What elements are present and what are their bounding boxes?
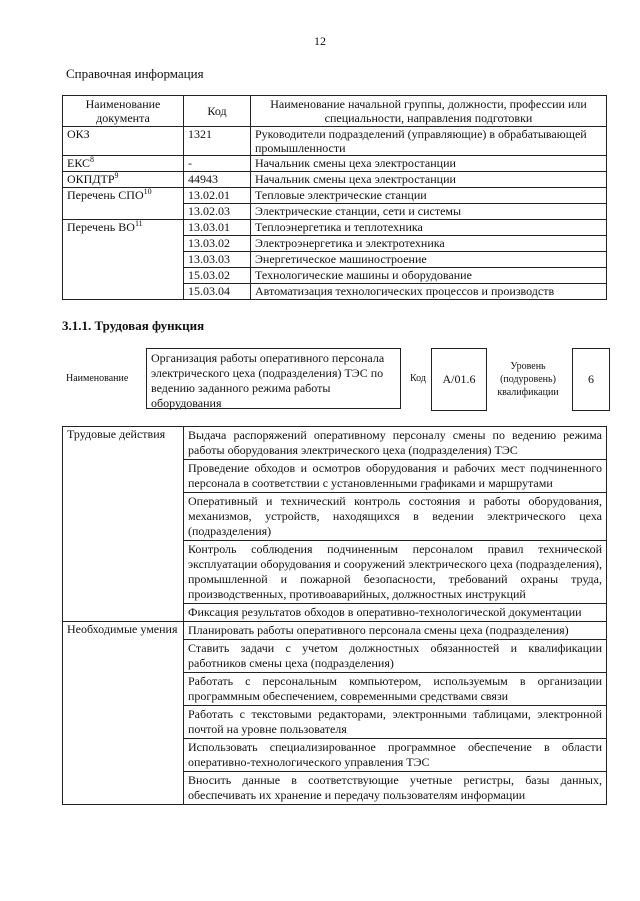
action-item: Оперативный и технический контроль состояния и работы оборудования, механизмов, устройств, находящихся в ведении электрического цеха (подразделения) <box>184 493 607 541</box>
labor-function-code-label: Код <box>410 373 426 384</box>
reference-document <box>63 188 184 220</box>
reference-title: Тепловые электрические станции <box>251 188 607 204</box>
skills-label: Необходимые умения <box>63 622 184 805</box>
footnote-marker: 9 <box>114 171 119 180</box>
reference-title: Энергетическое машиностроение <box>251 252 607 268</box>
reference-code: 15.03.04 <box>184 284 251 300</box>
page-number: 12 <box>314 34 326 48</box>
reference-document-label: ОКПДТР <box>67 172 115 186</box>
reference-document <box>63 127 184 156</box>
reference-document-label: ЕКС <box>67 156 91 170</box>
reference-document <box>63 172 184 188</box>
action-item: Вносить данные в соответствующие учетные регистры, базы данных, обеспечивать их хранение и передачу пользователям информации <box>184 772 607 805</box>
reference-code: 13.02.01 <box>184 188 251 204</box>
reference-title: Электроэнергетика и электротехника <box>251 236 607 252</box>
reference-code: 15.03.02 <box>184 268 251 284</box>
reference-title: Автоматизация технологических процессов и производств <box>251 284 607 300</box>
reference-code: 13.03.02 <box>184 236 251 252</box>
action-item: Фиксация результатов обходов в оперативно-технологической документации <box>184 604 607 622</box>
qualification-level: 6 <box>572 348 610 411</box>
action-item: Проведение обходов и осмотров оборудования и рабочих мест подчиненного персонала в соответствии с установленными графиками и маршрутами <box>184 460 607 493</box>
reference-title: Руководители подразделений (управляющие) в обрабатывающей промышленности <box>251 127 607 156</box>
reference-table <box>62 95 607 300</box>
actions-table <box>62 426 607 805</box>
reference-code: - <box>184 156 251 172</box>
labor-function-code: A/01.6 <box>431 348 487 411</box>
labor-function-name-label: Наименование <box>66 373 129 384</box>
footnote-marker: 8 <box>90 155 95 164</box>
action-item: Работать с персональным компьютером, используемым в организации программным обеспечением, современными средствами связи <box>184 673 607 706</box>
labor-actions-label: Трудовые действия <box>63 427 184 622</box>
action-item: Ставить задачи с учетом должностных обязанностей и квалификации работников смены цеха (подразделения) <box>184 640 607 673</box>
header-name: Наименование начальной группы, должности, профессии или специальности, направления подготовки <box>251 96 607 127</box>
reference-title: Начальник смены цеха электростанции <box>251 172 607 188</box>
reference-code: 13.02.03 <box>184 204 251 220</box>
reference-title: Технологические машины и оборудование <box>251 268 607 284</box>
reference-code: 13.03.01 <box>184 220 251 236</box>
header-document: Наименование документа <box>63 96 184 127</box>
footnote-marker: 10 <box>143 187 152 196</box>
reference-document <box>63 220 184 300</box>
reference-code: 13.03.03 <box>184 252 251 268</box>
footnote-marker: 11 <box>134 219 143 228</box>
action-row <box>63 427 607 460</box>
reference-row <box>63 156 607 172</box>
action-item: Выдача распоряжений оперативному персоналу смены по ведению режима работы оборудования электрического цеха (подразделения) ТЭС <box>184 427 607 460</box>
action-row <box>63 622 607 640</box>
labor-function-heading: 3.1.1. Трудовая функция <box>62 318 205 333</box>
reference-document-label: ОКЗ <box>67 127 90 141</box>
reference-title: Начальник смены цеха электростанции <box>251 156 607 172</box>
action-item: Планировать работы оперативного персонала смены цеха (подразделения) <box>184 622 607 640</box>
section-title: Справочная информация <box>66 66 204 81</box>
reference-code: 1321 <box>184 127 251 156</box>
header-code: Код <box>184 96 251 127</box>
action-item: Использовать специализированное программное обеспечение в области оперативно-технологического управления ТЭС <box>184 739 607 772</box>
reference-row <box>63 188 607 204</box>
action-item: Работать с текстовыми редакторами, электронными таблицами, электронной почтой на уровне пользователя <box>184 706 607 739</box>
reference-row <box>63 172 607 188</box>
reference-document <box>63 156 184 172</box>
labor-function-name: Организация работы оперативного персонала электрического цеха (подразделения) ТЭС по ведению заданного режима работы оборудования <box>146 348 401 409</box>
reference-table-header <box>63 96 607 127</box>
reference-row <box>63 220 607 236</box>
reference-document-label: Перечень СПО <box>67 188 144 202</box>
action-item: Контроль соблюдения подчиненным персоналом правил технической эксплуатации оборудования и сооружений электрического цеха (подразделения), промышленной и пожарной безопасности, требований охраны труда, производственных, противоаварийных, должностных инструкций <box>184 541 607 604</box>
reference-row <box>63 127 607 156</box>
qualification-level-label: Уровень (подуровень) квалификации <box>497 361 559 398</box>
reference-title: Электрические станции, сети и системы <box>251 204 607 220</box>
reference-document-label: Перечень ВО <box>67 220 135 234</box>
reference-title: Теплоэнергетика и теплотехника <box>251 220 607 236</box>
reference-code: 44943 <box>184 172 251 188</box>
